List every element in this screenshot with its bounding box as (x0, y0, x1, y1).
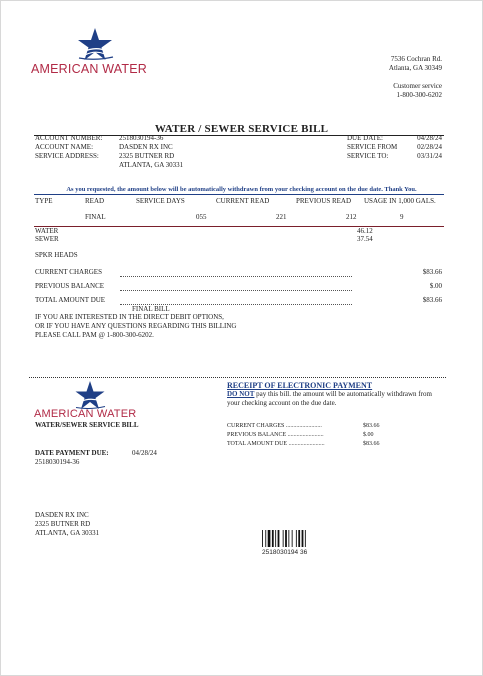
total-due-amount: $83.66 (422, 296, 442, 304)
current-charges-label: CURRENT CHARGES (35, 268, 102, 276)
col-usage: USAGE IN 1,000 GALS. (364, 197, 436, 205)
message-line1: IF YOU ARE INTERESTED IN THE DIRECT DEBIT OPTIONS, (35, 313, 224, 321)
due-date: 04/28/24 (417, 134, 442, 142)
billing-message (35, 313, 236, 340)
mailing-address (35, 511, 99, 538)
water-label: WATER (35, 227, 59, 235)
current-charges-leader (120, 276, 352, 277)
customer-service-phone: 1-800-300-6202 (396, 91, 442, 99)
date-payment-due-label: DATE PAYMENT DUE: (35, 449, 109, 457)
receipt-text-line2: your checking account on the due date. (227, 399, 337, 407)
row-usage: 9 (400, 213, 404, 221)
col-type: TYPE (35, 197, 53, 205)
stub-summary-labels (227, 422, 325, 449)
col-previous-read: PREVIOUS READ (296, 197, 352, 205)
mail-street: 2325 BUTNER RD (35, 520, 91, 528)
mail-city: ATLANTA, GA 30331 (35, 529, 100, 537)
service-address-line1: 2325 BUTNER RD (119, 152, 175, 160)
stub-current-charges-label: CURRENT CHARGES ........................ (227, 423, 322, 429)
service-to: 03/31/24 (417, 152, 442, 160)
barcode-image (262, 530, 314, 547)
col-current-read: CURRENT READ (216, 197, 270, 205)
row-read: FINAL (85, 213, 106, 221)
stub-previous-balance-label: PREVIOUS BALANCE ........................ (227, 432, 324, 438)
star-logo-icon (30, 26, 160, 64)
service-from-label: SERVICE FROM (347, 143, 398, 151)
col-service-days: SERVICE DAYS (136, 197, 185, 205)
logo (30, 26, 160, 78)
previous-balance-amount: $.00 (429, 282, 442, 290)
account-values (119, 134, 183, 170)
perforation-line (29, 377, 446, 378)
account-number: 2518030194-36 (119, 134, 164, 142)
previous-balance-label: PREVIOUS BALANCE (35, 282, 105, 290)
barcode-number: 2518030194 36 (262, 549, 308, 556)
date-labels (347, 134, 397, 161)
water-amount: 46.12 (357, 227, 373, 235)
company-address (322, 55, 442, 100)
stub-total-due-label: TOTAL AMOUNT DUE ........................ (227, 441, 325, 447)
stub-logo (34, 380, 152, 424)
sewer-label: SEWER (35, 235, 59, 243)
account-labels (35, 134, 102, 161)
total-due-label: TOTAL AMOUNT DUE (35, 296, 106, 304)
logo-text: AMERICAN WATER (31, 62, 147, 76)
receipt-text-line1: pay this bill. the amount will be automatically withdrawn from (256, 390, 432, 398)
stub-summary-values (363, 422, 380, 449)
message-line3: PLEASE CALL PAM @ 1-800-300-6202. (35, 331, 154, 339)
message-line2: OR IF YOU HAVE ANY QUESTIONS REGARDING THIS BILLING (35, 322, 237, 330)
account-name: DASDEN RX INC (119, 143, 173, 151)
stub-total-due: $83.66 (363, 441, 380, 447)
stub-logo-text: AMERICAN WATER (34, 408, 137, 420)
row-current-read: 221 (276, 213, 287, 221)
service-address-label: SERVICE ADDRESS: (35, 152, 99, 160)
date-values (400, 134, 442, 161)
final-bill-note: FINAL BILL (132, 305, 170, 313)
address-line1: 7536 Cochran Rd. (390, 55, 442, 63)
row-service-days: 055 (196, 213, 207, 221)
row-previous-read: 212 (346, 213, 357, 221)
col-read: READ (85, 197, 105, 205)
account-number-label: ACCOUNT NUMBER: (35, 134, 103, 142)
stub-previous-balance: $.00 (363, 432, 374, 438)
address-line2: Atlanta, GA 30349 (388, 64, 442, 72)
table-rule (34, 226, 444, 227)
current-charges-amount: $83.66 (422, 268, 442, 276)
account-name-label: ACCOUNT NAME: (35, 143, 94, 151)
stub-account-number: 2518030194-36 (35, 458, 80, 466)
autopay-notice: As you requested, the amount below will be automatically withdrawn from your checking account on the due date. Thank You. (66, 186, 417, 193)
stub-current-charges: $83.66 (363, 423, 380, 429)
service-address-line2: ATLANTA, GA 30331 (119, 161, 184, 169)
service-to-label: SERVICE TO: (347, 152, 389, 160)
receipt-text (227, 390, 432, 408)
bill-title: WATER / SEWER SERVICE BILL (154, 123, 329, 135)
receipt-title: RECEIPT OF ELECTRONIC PAYMENT (227, 381, 373, 390)
spkr-heads-label: SPKR HEADS (35, 251, 78, 259)
do-not-text: DO NOT (227, 390, 255, 398)
notice-rule (34, 194, 444, 195)
service-from: 02/28/24 (417, 143, 442, 151)
customer-service-label: Customer service (393, 82, 442, 90)
previous-balance-leader (120, 290, 352, 291)
sewer-amount: 37.54 (357, 235, 373, 243)
stub-subtitle: WATER/SEWER SERVICE BILL (35, 421, 139, 429)
due-date-label: DUE DATE: (347, 134, 383, 142)
date-payment-due: 04/28/24 (132, 449, 157, 457)
mail-name: DASDEN RX INC (35, 511, 89, 519)
